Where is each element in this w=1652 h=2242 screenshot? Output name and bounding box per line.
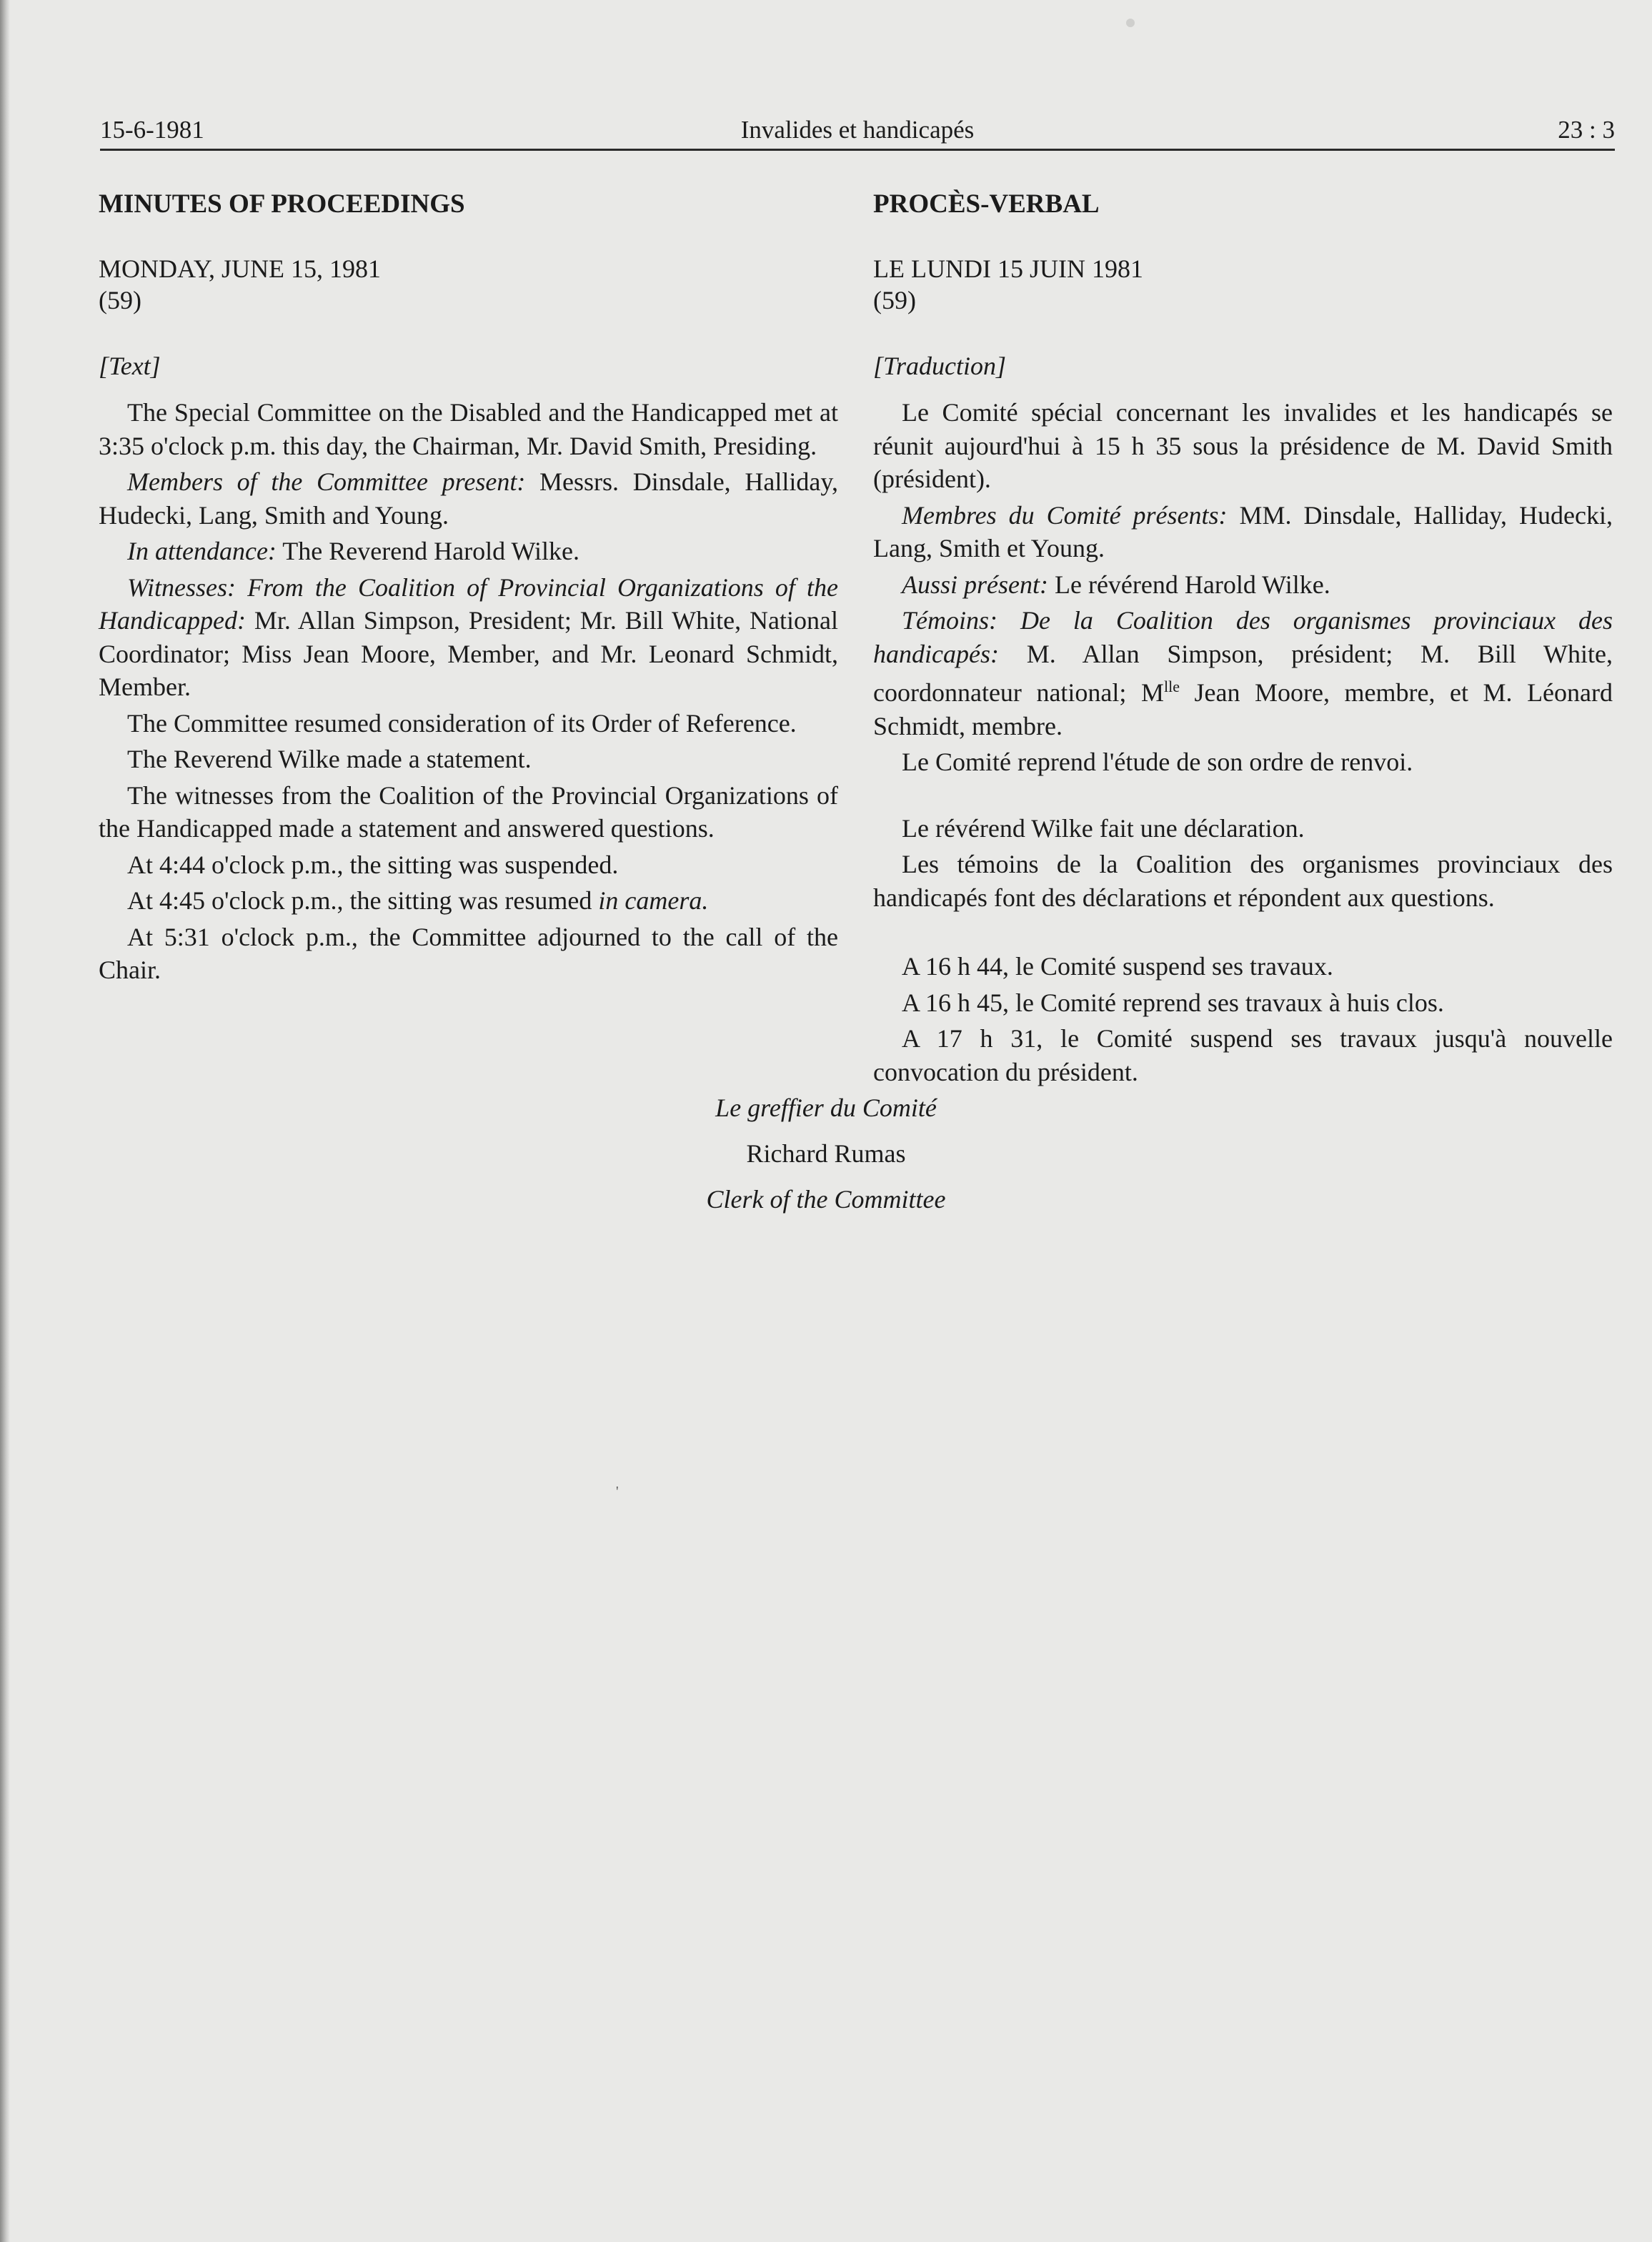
- french-witnesses-text-a: M. Allan Simpson, président; M. Bill White, coordonnateur national; M: [873, 639, 1613, 707]
- english-in-camera: in camera.: [598, 886, 709, 915]
- french-witnesses-label: Témoins: De la Coalition des organismes provinciaux des handicapés:: [873, 606, 1613, 668]
- french-witnesses-paragraph: [873, 604, 1613, 743]
- english-suspended-paragraph: At 4:44 o'clock p.m., the sitting was suspended.: [127, 850, 619, 879]
- french-suspended-paragraph: A 16 h 44, le Comité suspend ses travaux.: [902, 952, 1333, 981]
- paper-speck: [1126, 19, 1135, 27]
- english-attendance-paragraph: [99, 535, 838, 568]
- english-statement-paragraph: The Reverend Wilke made a statement.: [127, 745, 532, 773]
- english-date: MONDAY, JUNE 15, 1981: [99, 254, 382, 283]
- french-witnesses-text-b: Jean Moore, membre, et M. Léonard Schmidt, membre.: [873, 678, 1613, 740]
- french-statement-paragraph: Le révérend Wilke fait une déclaration.: [902, 813, 1305, 843]
- header-rule: [100, 149, 1615, 151]
- french-resumed-camera-paragraph: A 16 h 45, le Comité reprend ses travaux à huis clos.: [902, 988, 1444, 1017]
- english-members-paragraph: [99, 465, 838, 532]
- clerk-title-french: Le greffier du Comité: [715, 1093, 937, 1122]
- french-date: LE LUNDI 15 JUIN 1981: [873, 254, 1143, 283]
- french-heading: PROCÈS-VERBAL: [873, 189, 1100, 219]
- english-adjourned-paragraph: At 5:31 o'clock p.m., the Committee adjourned to the call of the Chair.: [99, 922, 838, 984]
- french-witnesses-statement-paragraph: Les témoins de la Coalition des organismes provinciaux des handicapés font des déclarations et répondent aux questions.: [873, 850, 1613, 912]
- header-title: Invalides et handicapés: [740, 116, 975, 144]
- clerk-title-english: Clerk of the Committee: [706, 1185, 946, 1214]
- header-page-number: 23 : 3: [1558, 116, 1615, 144]
- english-resumed-paragraph: The Committee resumed consideration of its Order of Reference.: [127, 708, 797, 738]
- english-opening-paragraph: The Special Committee on the Disabled and the Handicapped met at 3:35 o'clock p.m. this day, the Chairman, Mr. David Smith, Presiding.: [99, 398, 838, 460]
- french-opening-paragraph: Le Comité spécial concernant les invalides et les handicapés se réunit aujourd'hui à 15 h 35 sous la présidence de M. David Smith (président).: [873, 398, 1613, 493]
- english-attendance-label: In attendance:: [127, 537, 277, 565]
- english-text-tag: [Text]: [99, 352, 161, 380]
- english-heading: MINUTES OF PROCEEDINGS: [99, 189, 465, 219]
- english-members-text: Messrs. Dinsdale, Halliday, Hudecki, Lang, Smith and Young.: [99, 467, 839, 530]
- english-resumed-camera-paragraph: [99, 884, 838, 918]
- header-date: 15-6-1981: [100, 116, 204, 144]
- english-members-label: Members of the Committee present:: [127, 467, 526, 496]
- english-column: [99, 187, 838, 987]
- english-witnesses-statement-paragraph: The witnesses from the Coalition of the Provincial Organizations of the Handicapped made a statement and answered questions.: [99, 780, 838, 843]
- french-attendance-text: Le révérend Harold Wilke.: [1048, 570, 1330, 599]
- english-witnesses-label: Witnesses: From the Coalition of Provincial Organizations of the Handicapped:: [99, 572, 838, 635]
- french-translation-tag: [Traduction]: [873, 352, 1007, 380]
- english-witnesses-paragraph: [99, 571, 838, 704]
- clerk-name: Richard Rumas: [746, 1139, 906, 1168]
- french-attendance-label: Aussi présent:: [902, 570, 1048, 599]
- french-members-label: Membres du Comité présents:: [902, 500, 1228, 530]
- french-resumed-paragraph: Le Comité reprend l'étude de son ordre de renvoi.: [902, 748, 1413, 776]
- french-meeting-number: (59): [873, 286, 916, 314]
- english-witnesses-text: Mr. Allan Simpson, President; Mr. Bill White, National Coordinator; Miss Jean Moore, Member, and Mr. Leonard Schmidt, Member.: [99, 606, 838, 701]
- english-meeting-number: (59): [99, 286, 141, 314]
- french-column: [873, 187, 1613, 1088]
- ink-mark: ': [616, 1484, 619, 1499]
- french-adjourned-paragraph: A 17 h 31, le Comité suspend ses travaux jusqu'à nouvelle convocation du président.: [873, 1024, 1613, 1086]
- english-attendance-text: The Reverend Harold Wilke.: [276, 537, 580, 565]
- french-members-paragraph: [873, 499, 1613, 565]
- english-resumed-camera-text: At 4:45 o'clock p.m., the sitting was resumed: [127, 886, 599, 915]
- french-members-text: MM. Dinsdale, Halliday, Hudecki, Lang, Smith et Young.: [873, 500, 1613, 562]
- running-header: [100, 113, 1615, 147]
- french-witnesses-superscript: lle: [1163, 678, 1180, 695]
- french-attendance-paragraph: [873, 568, 1613, 602]
